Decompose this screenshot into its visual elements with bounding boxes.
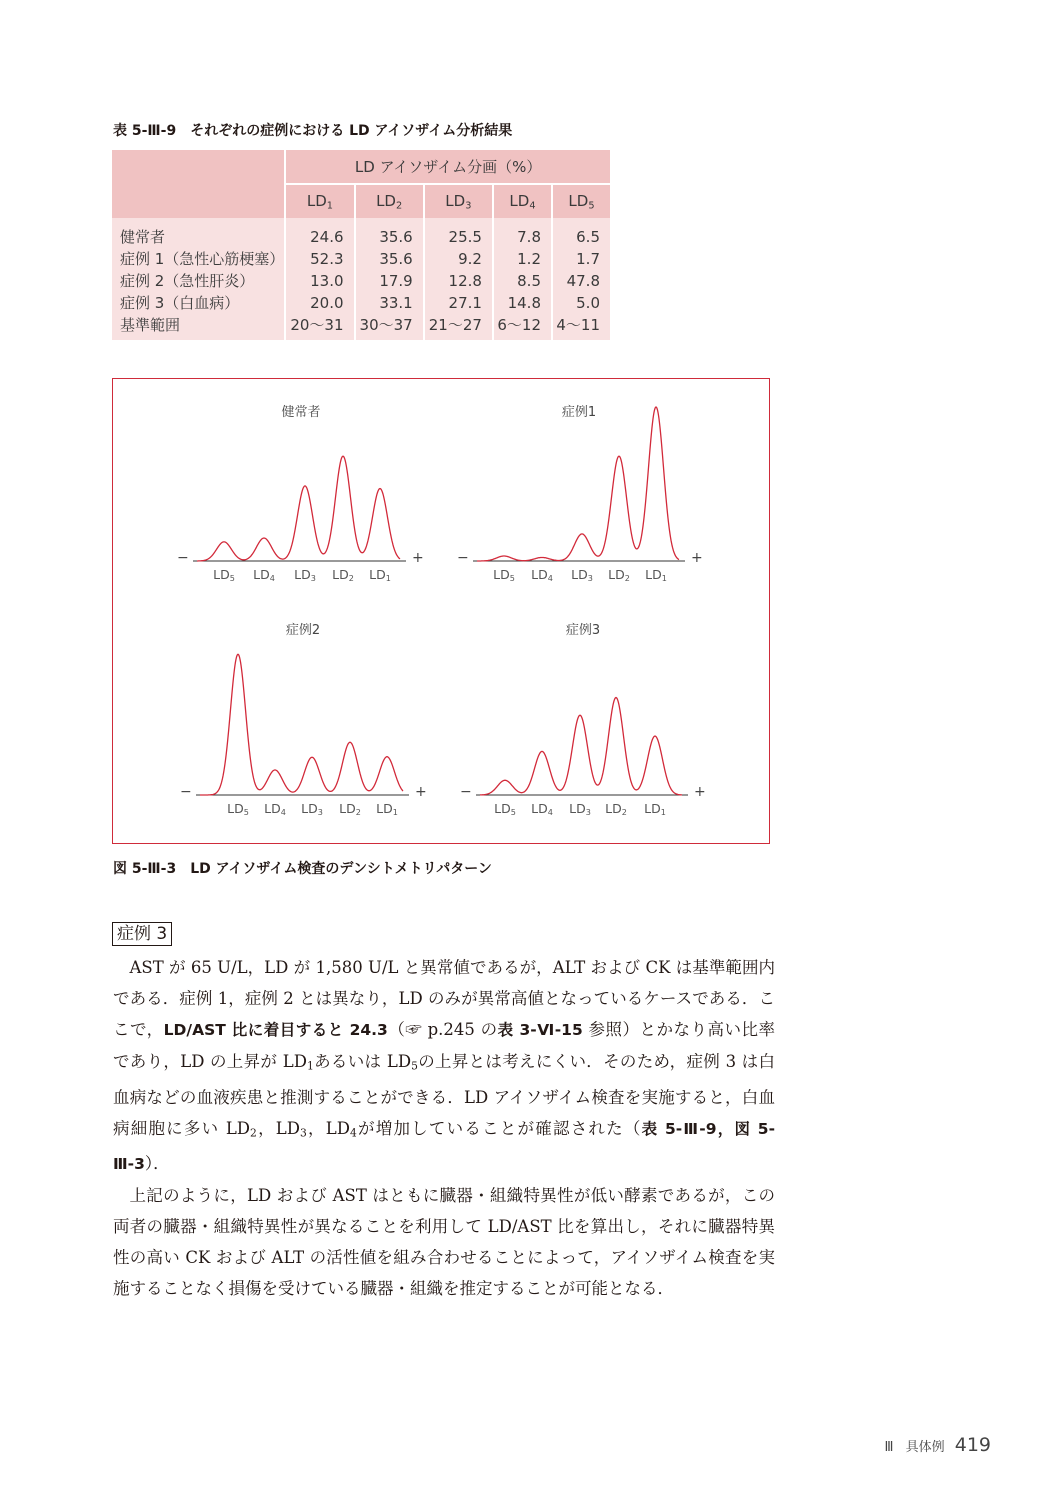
row-label: 症例 2（急性肝炎） — [112, 270, 286, 292]
table-cell: 30〜37 — [356, 314, 425, 340]
density-curve — [197, 456, 400, 561]
page-number: 419 — [954, 1434, 991, 1456]
emphasis-text: 表 3-Ⅵ-15 — [497, 1021, 583, 1039]
table-cell: 52.3 — [286, 248, 355, 270]
lane-label: $LD_2$ — [605, 801, 627, 818]
panel-title: 症例3 — [565, 623, 601, 638]
row-label: 症例 3（白血病） — [112, 292, 286, 314]
lane-label: $LD_2$ — [332, 567, 354, 584]
plus-sign: + — [412, 550, 424, 566]
emphasis-text: LD/AST 比に着目すると 24.3 — [163, 1021, 388, 1039]
minus-sign: − — [177, 550, 189, 566]
footer-chapter: Ⅲ — [884, 1440, 894, 1455]
table-cell: 7.8 — [494, 218, 553, 248]
footer-section: 具体例 — [905, 1440, 945, 1455]
text-run: ）． — [144, 1154, 170, 1174]
panel-title: 健常者 — [281, 405, 321, 420]
text-run: ，LD — [306, 1118, 350, 1138]
table-cell: 27.1 — [425, 292, 494, 314]
table-cell: 14.8 — [494, 292, 553, 314]
table-row — [112, 218, 610, 248]
paragraph-2: 上記のように，LD および AST はともに臓器・組織特異性が低い酵素であるが，この両者の臓器・組織特異性が異なることを利用して LD/AST 比を算出し，それに臓器特異性の高い CK および ALT の活性値を組み合わせることによって，アイソザイム検査を実施することなく損傷を受けている臓器・組織を推定することが可能となる． — [113, 1186, 775, 1299]
table-cell: 24.6 — [286, 218, 355, 248]
table-cell: 6.5 — [553, 218, 610, 248]
ld-isozyme-table — [112, 150, 610, 340]
text-run: （☞ p.245 の — [387, 1020, 498, 1039]
table-cell: 6〜12 — [494, 314, 553, 340]
table-row — [112, 314, 610, 340]
section-heading: 症例 3 — [112, 922, 172, 946]
densitometry-curves — [113, 379, 771, 845]
subscript: 3 — [299, 1126, 307, 1140]
table-cell: 8.5 — [494, 270, 553, 292]
table-cell: 21〜27 — [425, 314, 494, 340]
lane-label: $LD_1$ — [644, 801, 666, 818]
lane-label: $LD_4$ — [264, 801, 286, 818]
density-curve — [480, 698, 682, 795]
text-run: が増加していることが確認された（ — [356, 1118, 642, 1138]
emphasis-text: 表 5-Ⅲ-9，図 5-Ⅲ-3 — [113, 1119, 776, 1174]
table-cell: 35.6 — [356, 248, 425, 270]
density-curve — [200, 654, 403, 795]
table-row — [112, 248, 610, 270]
minus-sign: − — [180, 784, 192, 800]
text-run: の上昇とは考えにくい．そのため，症例 3 は白血病などの血液疾患と推測することができる．LD アイソザイム検査を実施すると，白血病細胞に多い LD — [113, 1052, 775, 1138]
lane-label: $LD_2$ — [608, 567, 630, 584]
lane-label: $LD_5$ — [213, 567, 235, 584]
lane-label: $LD_3$ — [294, 567, 316, 584]
paragraph-1 — [113, 952, 775, 1180]
table-cell: 5.0 — [553, 292, 610, 314]
table-cell: 1.7 — [553, 248, 610, 270]
col-header-ld4: $LD_4$ — [494, 185, 553, 218]
table-cell: 17.9 — [356, 270, 425, 292]
subscript: 5 — [411, 1059, 418, 1073]
panel-title: 症例2 — [285, 623, 321, 638]
lane-label: $LD_2$ — [339, 801, 361, 818]
row-label: 健常者 — [112, 218, 286, 248]
text-run: AST が 65 U/L，LD が 1,580 U/L と異常値であるが，ALT および CK は基準範囲内である．症例 1，症例 2 とは異なり，LD のみが異常高値となっているケースである．ここで， — [113, 958, 775, 1039]
subscript: 4 — [349, 1126, 357, 1140]
table-cell: 9.2 — [425, 248, 494, 270]
plus-sign: + — [694, 784, 706, 800]
table-corner — [112, 150, 286, 218]
density-curve — [477, 407, 679, 561]
subscript: 1 — [306, 1059, 314, 1073]
col-header-ld3: $LD_3$ — [425, 185, 494, 218]
subscript: 2 — [250, 1126, 257, 1140]
table-cell: 4〜11 — [553, 314, 610, 340]
table-cell: 35.6 — [356, 218, 425, 248]
col-header-ld5: $LD_5$ — [553, 185, 610, 218]
table-cell: 1.2 — [494, 248, 553, 270]
row-label: 症例 1（急性心筋梗塞） — [112, 248, 286, 270]
lane-label: $LD_5$ — [227, 801, 249, 818]
table-row — [112, 270, 610, 292]
minus-sign: − — [460, 784, 472, 800]
col-header-ld2: $LD_2$ — [356, 185, 425, 218]
table-cell: 20.0 — [286, 292, 355, 314]
lane-label: $LD_5$ — [493, 567, 515, 584]
lane-label: $LD_1$ — [376, 801, 398, 818]
lane-label: $LD_1$ — [369, 567, 391, 584]
page-footer — [884, 1434, 991, 1456]
body-text — [113, 952, 775, 1304]
plus-sign: + — [415, 784, 427, 800]
table-cell: 12.8 — [425, 270, 494, 292]
panel-title: 症例1 — [561, 405, 597, 420]
table-group-header: LD アイソザイム分画（%） — [286, 150, 610, 185]
lane-label: $LD_3$ — [301, 801, 323, 818]
table-cell: 25.5 — [425, 218, 494, 248]
table-cell: 13.0 — [286, 270, 355, 292]
text-run: あるいは LD — [313, 1052, 412, 1071]
lane-label: $LD_4$ — [531, 801, 553, 818]
table-row — [112, 292, 610, 314]
plus-sign: + — [691, 550, 703, 566]
lane-label: $LD_3$ — [569, 801, 591, 818]
lane-label: $LD_5$ — [494, 801, 516, 818]
lane-label: $LD_1$ — [645, 567, 667, 584]
lane-label: $LD_3$ — [571, 567, 593, 584]
lane-label: $LD_4$ — [531, 567, 553, 584]
figure-caption: 図 5-Ⅲ-3 LD アイソザイム検査のデンシトメトリパターン — [113, 861, 492, 877]
text-run: 参照）とかなり高い比率であり，LD の上昇が LD — [113, 1020, 775, 1071]
table-cell: 47.8 — [553, 270, 610, 292]
table-cell: 20〜31 — [286, 314, 355, 340]
table-cell: 33.1 — [356, 292, 425, 314]
minus-sign: − — [457, 550, 469, 566]
densitometry-figure — [112, 378, 770, 844]
col-header-ld1: $LD_1$ — [286, 185, 355, 218]
row-label: 基準範囲 — [112, 314, 286, 340]
table-caption: 表 5-Ⅲ-9 それぞれの症例における LD アイソザイム分析結果 — [113, 123, 513, 139]
lane-label: $LD_4$ — [253, 567, 275, 584]
text-run: ，LD — [256, 1118, 300, 1138]
